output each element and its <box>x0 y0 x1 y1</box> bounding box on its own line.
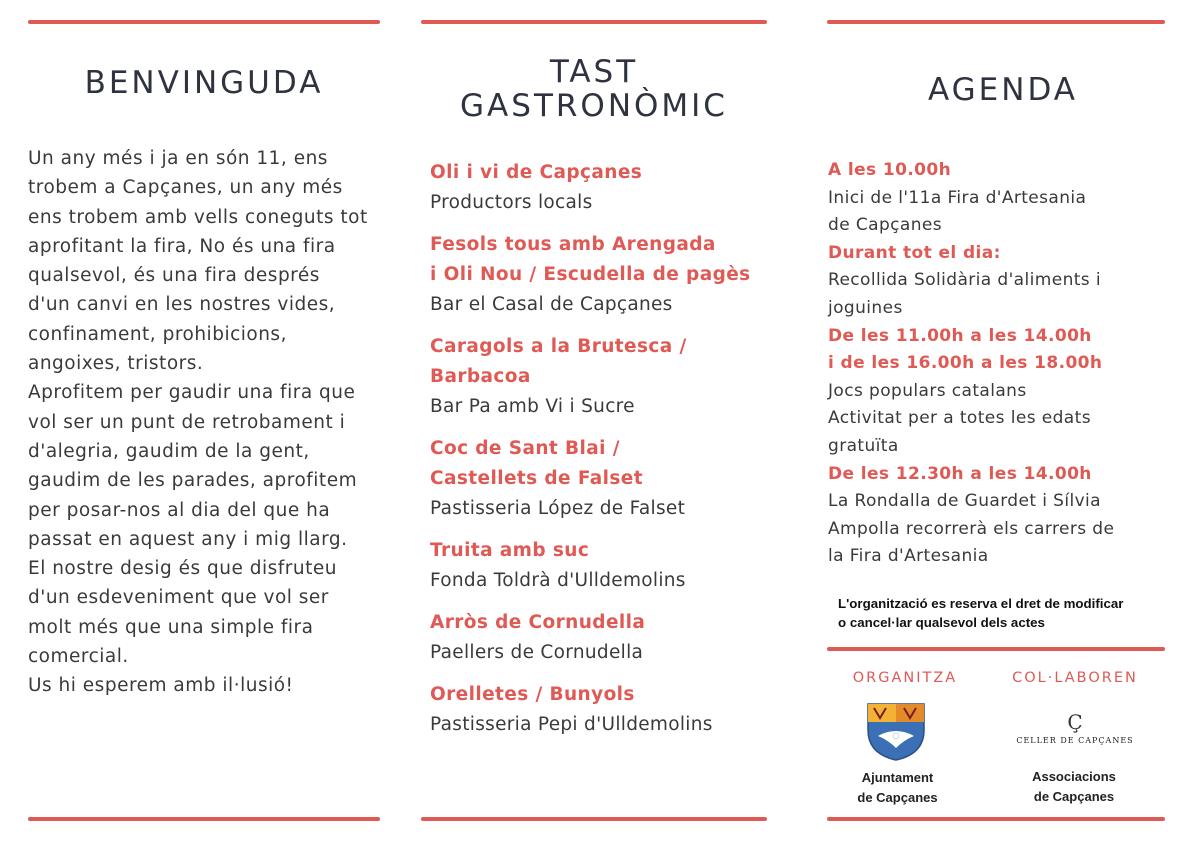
welcome-line: passat en aquest any i mig llarg. <box>28 528 348 550</box>
welcome-line: aprofitant la fira, No és una fira <box>28 235 336 257</box>
tasting-list <box>430 158 790 752</box>
tasting-place: Paellers de Cornudella <box>430 642 644 663</box>
agenda-description: de Capçanes <box>828 215 942 236</box>
agenda-description: Inici de l'11a Fira d'Artesania <box>828 187 1087 208</box>
welcome-line: ens trobem amb vells coneguts tot <box>28 206 368 228</box>
agenda-time: A les 10.00h <box>828 160 952 180</box>
agenda-note <box>838 594 1178 632</box>
top-rule-right <box>827 20 1165 24</box>
agenda-time: Durant tot el dia: <box>828 242 1001 263</box>
collaborators-label: COL·LABOREN <box>1012 670 1138 686</box>
welcome-line: d'un canvi en les nostres vides, <box>28 294 336 316</box>
tasting-dish: Truita amb suc <box>430 540 590 561</box>
collaborators-name-line1: Associacions <box>1032 769 1116 784</box>
welcome-line: per posar-nos al dia del que ha <box>28 499 331 521</box>
welcome-title: BENVINGUDA <box>84 65 324 101</box>
tasting-item <box>430 332 790 422</box>
tasting-dish: Coc de Sant Blai / <box>430 438 620 459</box>
welcome-line: comercial. <box>28 646 129 668</box>
agenda-description: Activitat per a totes les edats <box>828 408 1091 429</box>
tasting-place: Bar el Casal de Capçanes <box>430 294 673 315</box>
welcome-line: Us hi esperem amb il·lusió! <box>28 675 294 697</box>
agenda-description: Jocs populars catalans <box>828 380 1027 401</box>
tasting-dish: Arròs de Cornudella <box>430 612 646 633</box>
celler-logo-icon: Ç <box>1067 710 1083 734</box>
welcome-line: molt més que una simple fira <box>28 616 314 638</box>
celler-logo-text: CELLER DE CAPÇANES <box>1016 736 1134 745</box>
tasting-dish: Caragols a la Brutesca / <box>430 336 687 357</box>
agenda-description: La Rondalla de Guardet i Sílvia <box>828 491 1101 512</box>
tasting-dish: Orelletes / Bunyols <box>430 684 635 705</box>
tasting-title <box>421 55 767 123</box>
agenda-description: Ampolla recorrerà els carrers de <box>828 518 1115 539</box>
tasting-place: Pastisseria López de Falset <box>430 498 686 519</box>
ajuntament-coat-of-arms-icon <box>864 700 928 762</box>
tasting-dish: Barbacoa <box>430 366 531 387</box>
welcome-line: qualsevol, és una fira després <box>28 265 320 287</box>
agenda-description: Recollida Solidària d'aliments i <box>828 270 1101 291</box>
tasting-place: Bar Pa amb Vi i Sucre <box>430 396 635 417</box>
welcome-line: trobem a Capçanes, un any més <box>28 177 343 199</box>
top-rule-left <box>28 20 380 24</box>
tasting-place: Productors locals <box>430 192 593 213</box>
welcome-line: gaudim de les parades, aprofitem <box>28 470 358 492</box>
tasting-item <box>430 158 790 218</box>
agenda-description: joguines <box>828 297 903 318</box>
welcome-text <box>28 144 398 701</box>
tasting-dish: Fesols tous amb Arengada <box>430 234 716 255</box>
tasting-title-line1: TAST <box>549 54 639 90</box>
welcome-line: confinament, prohibicions, <box>28 323 287 345</box>
bottom-rule-middle <box>421 817 767 821</box>
tasting-dish: Oli i vi de Capçanes <box>430 162 643 183</box>
agenda-time: De les 11.00h a les 14.00h <box>828 325 1092 346</box>
tasting-item <box>430 536 790 596</box>
tasting-dish: i Oli Nou / Escudella de pagès <box>430 264 751 285</box>
tasting-item <box>430 608 790 668</box>
tasting-place: Pastisseria Pepi d'Ulldemolins <box>430 714 713 735</box>
bottom-rule-right <box>827 817 1165 821</box>
collaborators-name-line2: de Capçanes <box>1033 789 1115 804</box>
agenda-time: i de les 16.00h a les 18.00h <box>828 353 1103 374</box>
welcome-line: Aprofitem per gaudir una fira que <box>28 382 356 404</box>
agenda-list <box>828 157 1178 571</box>
bottom-rule-left <box>28 817 380 821</box>
welcome-line: vol ser un punt de retrobament i <box>28 411 346 433</box>
agenda-description: la Fira d'Artesania <box>828 546 989 567</box>
top-rule-middle <box>421 20 767 24</box>
tasting-item <box>430 680 790 740</box>
welcome-line: d'alegria, gaudim de la gent, <box>28 440 310 462</box>
agenda-note-line2: o cancel·lar qualsevol dels actes <box>838 615 1045 630</box>
agenda-title: AGENDA <box>928 72 1078 108</box>
welcome-line: El nostre desig és que disfruteu <box>28 558 337 580</box>
tasting-item <box>430 230 790 320</box>
organizer-name-line1: Ajuntament <box>861 770 934 785</box>
organizer-name-line2: de Capçanes <box>857 790 938 805</box>
agenda-divider-rule <box>827 647 1165 651</box>
tasting-dish: Castellets de Falset <box>430 468 643 489</box>
tasting-title-line2: GASTRONÒMIC <box>460 88 728 124</box>
collaborators-name <box>1010 767 1138 807</box>
organizer-name <box>835 768 960 808</box>
organizer-label: ORGANITZA <box>852 670 958 686</box>
welcome-line: Un any més i ja en són 11, ens <box>28 148 328 169</box>
tasting-item <box>430 434 790 524</box>
agenda-note-line1: L'organització es reserva el dret de modificar <box>838 596 1124 611</box>
welcome-line: angoixes, tristors. <box>28 353 204 375</box>
agenda-description: gratuïta <box>828 435 899 456</box>
tasting-place: Fonda Toldrà d'Ulldemolins <box>430 570 686 591</box>
agenda-time: De les 12.30h a les 14.00h <box>828 463 1092 484</box>
welcome-line: d'un esdeveniment que vol ser <box>28 587 329 609</box>
